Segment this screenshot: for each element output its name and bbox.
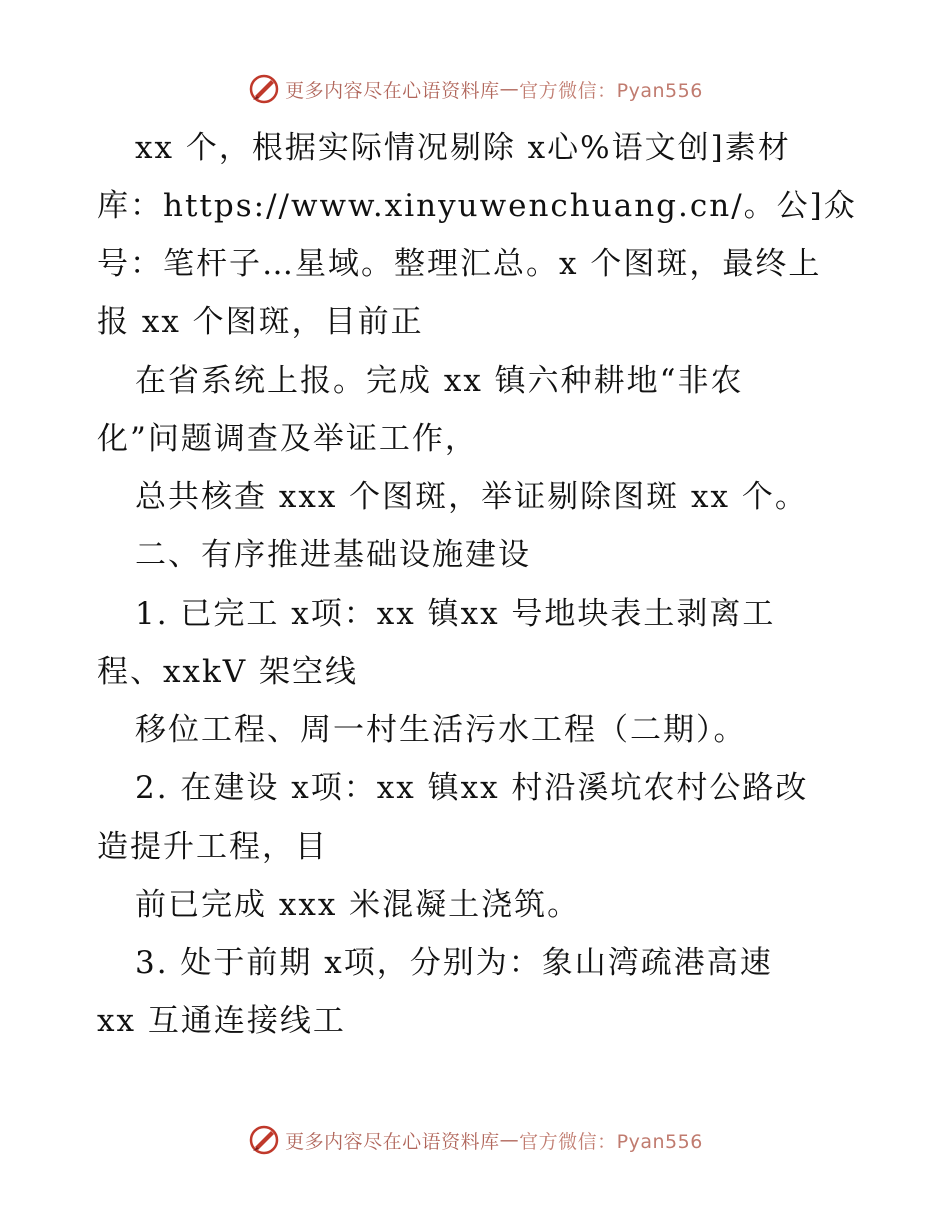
- footer-watermark-banner: [0, 1123, 950, 1157]
- body-line: 化”问题调查及举证工作，: [97, 421, 478, 457]
- banner-wechat: 官方微信：Pyan556: [519, 1130, 703, 1153]
- brush-logo-icon: [247, 1123, 281, 1157]
- body-line: 总共核查 xxx 个图斑，举证剔除图斑 xx 个。: [135, 479, 808, 515]
- section-heading: 二、有序推进基础设施建设: [135, 537, 531, 573]
- body-line: 造提升工程，目: [97, 829, 328, 865]
- banner-dash: —: [499, 1129, 520, 1151]
- body-line: 1. 已完工 x项：xx 镇xx 号地块表土剥离工: [135, 596, 776, 632]
- banner-wechat: 官方微信：Pyan556: [519, 79, 703, 102]
- body-line: 号：笔杆子…星域。整理汇总。x 个图斑，最终上: [97, 246, 822, 282]
- body-line: 程、xxkV 架空线: [97, 654, 358, 690]
- body-line: xx 互通连接线工: [97, 1003, 346, 1039]
- body-line: 报 xx 个图斑，目前正: [97, 304, 424, 340]
- body-line: 在省系统上报。完成 xx 镇六种耕地“非农: [135, 363, 744, 399]
- body-line: 移位工程、周一村生活污水工程（二期）。: [135, 712, 747, 748]
- body-line: 3. 处于前期 x项，分别为：象山湾疏港高速: [135, 945, 773, 981]
- body-line: xx 个，根据实际情况剔除 x心%语文创]素材: [135, 130, 791, 166]
- banner-text: 更多内容尽在心语资料库: [285, 79, 500, 102]
- banner-text: 更多内容尽在心语资料库: [285, 1130, 500, 1153]
- body-line: 前已完成 xxx 米混凝土浇筑。: [135, 887, 581, 923]
- banner-dash: —: [499, 78, 520, 100]
- body-line: 2. 在建设 x项：xx 镇xx 村沿溪坑农村公路改: [135, 770, 809, 806]
- body-line: 库：https://www.xinyuwenchuang.cn/。公]众: [97, 188, 857, 224]
